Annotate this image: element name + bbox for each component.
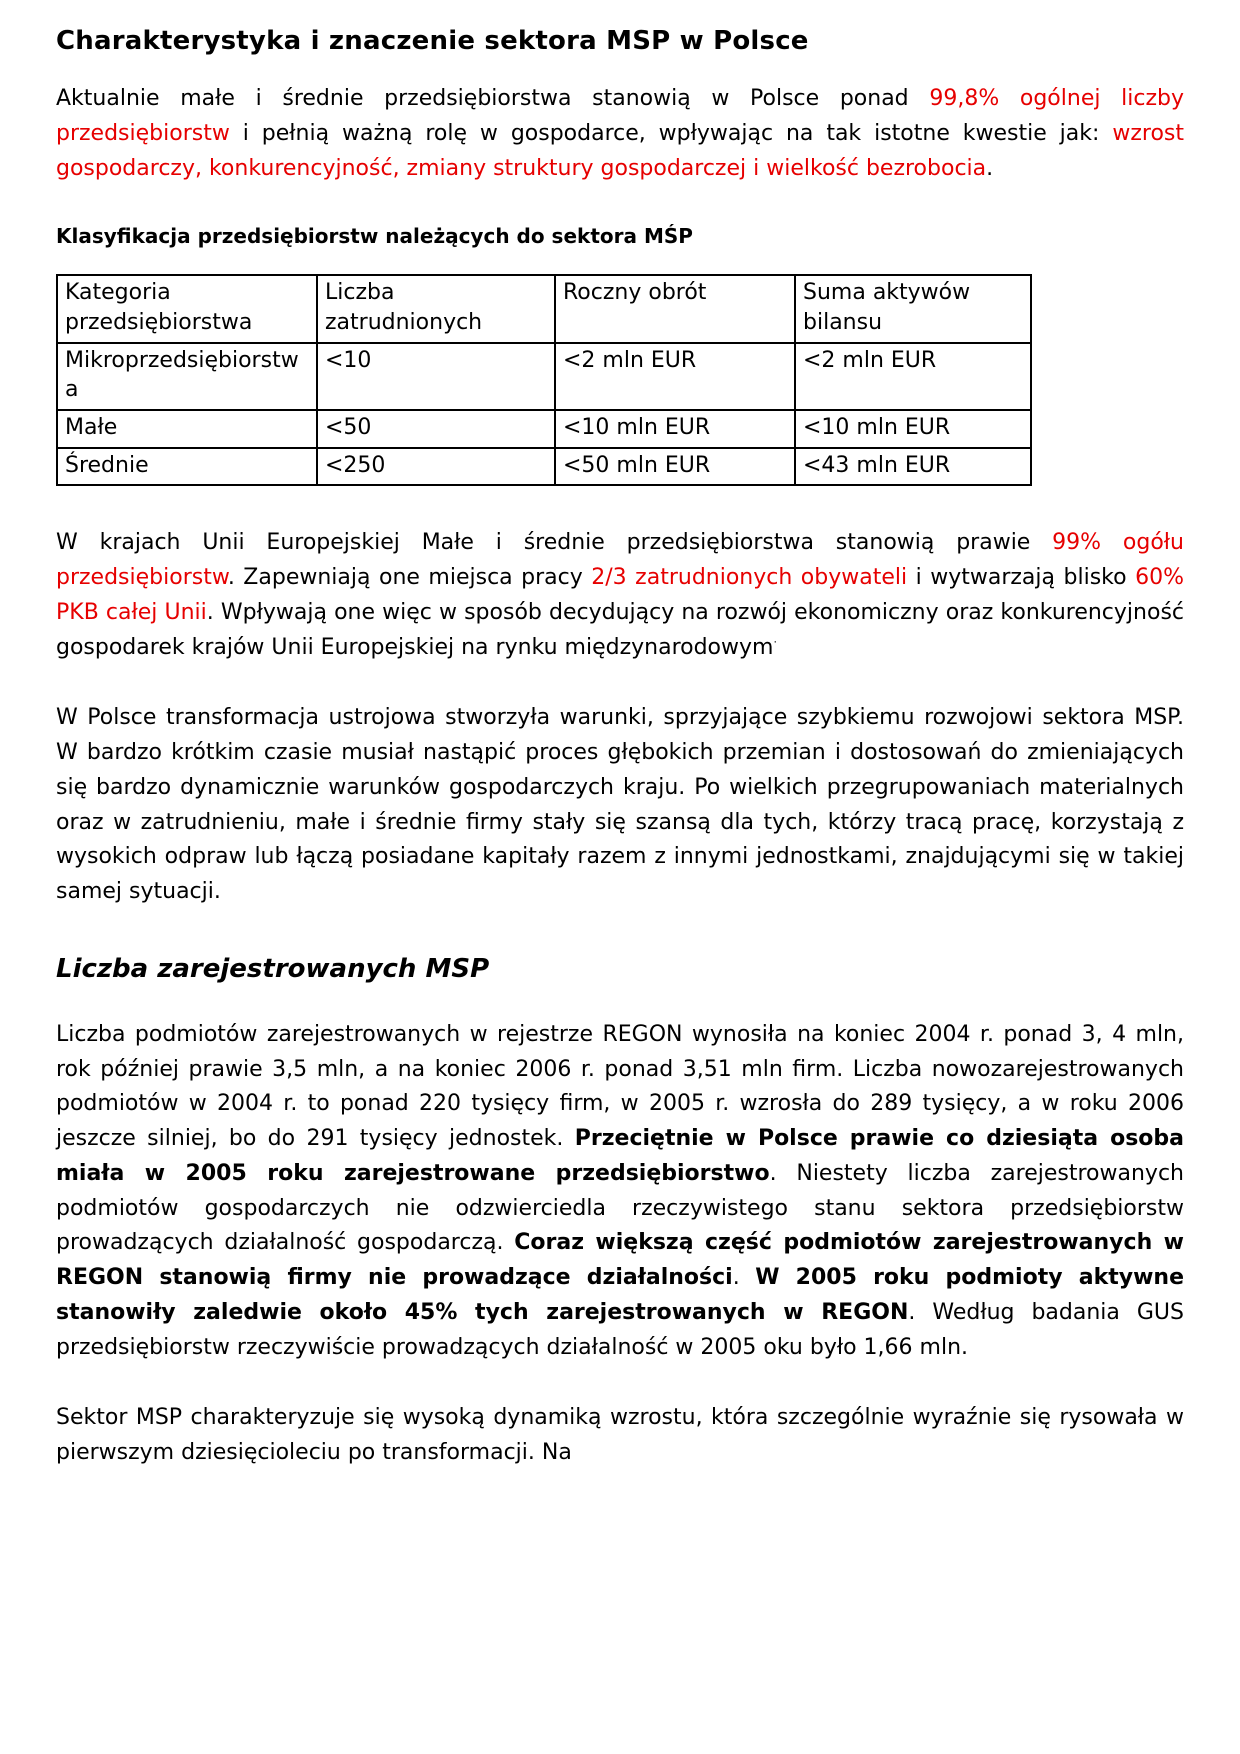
text-segment: . Zapewniają one miejsca pracy <box>227 565 592 591</box>
text-segment: . Według badania GUS przedsiębiorstw rzeczywiście prowadzących działalność w 2005 oku było 1,66 mln. <box>56 1299 1184 1360</box>
text-segment: Liczba podmiotów zarejestrowanych w rejestrze REGON wynosiła na koniec 2004 r. ponad 3, 4 mln, rok później prawie 3,5 mln, a na koniec 2006 r. ponad 3,51 mln firm. Liczba nowozarejestrowanych podmiotów w 2004 r. to ponad 220 tysięcy firm, w 2005 r. wzrosła do 289 tysięcy, a w roku 2006 jeszcze silniej, bo do 291 tysięcy jednostek. <box>56 1021 1184 1152</box>
text-segment: i pełnią ważną rolę w gospodarce, wpływając na tak istotne kwestie jak: <box>229 120 1113 146</box>
table-header-cell: Roczny obrót <box>555 275 795 342</box>
text-segment: 60% PKB całej Unii <box>56 565 1184 625</box>
classification-table <box>56 274 1032 486</box>
table-cell: <50 mln EUR <box>555 448 795 486</box>
table-header-cell: Kategoria przedsiębiorstwa <box>57 275 317 342</box>
transformation-paragraph: W Polsce transformacja ustrojowa stworzyła warunki, sprzyjające szybkiemu rozwojowi sektora MSP. W bardzo krótkim czasie musiał nastąpić proces głębokich przemian i dostosowań do zmieniających się bardzo dynamicznie warunków gospodarczych kraju. Po wielkich przegrupowaniach materialnych oraz w zatrudnieniu, małe i średnie firmy stały się szansą dla tych, którzy tracą pracę, korzystają z wysokich odpraw lub łączą posiadane kapitały razem z innymi jednostkami, znajdującymi się w takiej samej sytuacji. <box>56 705 1184 905</box>
text-segment: W krajach Unii Europejskiej Małe i średnie przedsiębiorstwa stanowią prawie <box>56 530 1053 556</box>
table-header-cell: Liczba zatrudnionych <box>317 275 555 342</box>
table-header-cell: Suma aktywów bilansu <box>795 275 1031 342</box>
text-segment: Aktualnie małe i średnie przedsiębiorstwa stanowią w Polsce ponad <box>56 86 930 111</box>
table-cell: <2 mln EUR <box>555 343 795 410</box>
table-cell: <250 <box>317 448 555 486</box>
text-segment: 99,8% ogólnej liczby przedsiębiorstw <box>56 86 1184 146</box>
table-cell: <43 mln EUR <box>795 448 1031 486</box>
table-header-row <box>57 275 1031 342</box>
table-row <box>57 343 1031 410</box>
text-segment: . Wpływają one więc w sposób decydujący na rozwój ekonomiczny oraz konkurencyjność gospodarek krajów Unii Europejskiej na rynku międzynarodowym <box>56 599 1184 660</box>
eu-sme-paragraph <box>56 526 1184 665</box>
table-cell: Małe <box>57 410 317 448</box>
text-segment: wzrost gospodarczy, konkurencyjność, zmiany struktury gospodarczej i wielkość bezrobocia <box>56 120 1184 181</box>
page-title: Charakterystyka i znaczenie sektora MSP w Polsce <box>56 26 809 56</box>
registered-msp-heading: Liczba zarejestrowanych MSP <box>56 953 490 984</box>
text-segment: Coraz większą część podmiotów zarejestrowanych w REGON stanowią firmy nie prowadzące działalności <box>56 1230 1184 1291</box>
registered-msp-paragraph <box>56 1018 1184 1366</box>
text-segment: . <box>986 155 994 181</box>
text-segment: i wytwarzają blisko <box>907 565 1136 591</box>
text-segment: . <box>732 1265 756 1291</box>
classification-heading: Klasyfikacja przedsiębiorstw należących do sektora MŚP <box>56 224 693 249</box>
table-cell: <10 mln EUR <box>555 410 795 448</box>
intro-paragraph <box>56 82 1184 186</box>
text-segment: · <box>773 635 777 649</box>
text-segment: W 2005 roku podmioty aktywne stanowiły zaledwie około 45% tych zarejestrowanych w REGON <box>56 1265 1184 1325</box>
table-cell: <2 mln EUR <box>795 343 1031 410</box>
table-cell: Mikroprzedsiębiorstwa <box>57 343 317 410</box>
text-segment: 2/3 zatrudnionych obywateli <box>591 565 908 591</box>
text-segment: 99% ogółu przedsiębiorstw <box>56 530 1184 591</box>
table-cell: <10 mln EUR <box>795 410 1031 448</box>
table-row <box>57 410 1031 448</box>
text-segment: . Niestety liczba zarejestrowanych podmiotów gospodarczych nie odzwierciedla rzeczywistego stanu sektora przedsiębiorstw prowadzących działalność gospodarczą. <box>56 1160 1184 1256</box>
text-segment: Przeciętnie w Polsce prawie co dziesiąta osoba miała w 2005 roku zarejestrowane przedsiębiorstwo <box>56 1126 1184 1186</box>
table-cell: Średnie <box>57 448 317 486</box>
table-cell: <50 <box>317 410 555 448</box>
table-cell: <10 <box>317 343 555 410</box>
table-row <box>57 448 1031 486</box>
growth-paragraph: Sektor MSP charakteryzuje się wysoką dynamiką wzrostu, która szczególnie wyraźnie się rysowała w pierwszym dziesięcioleciu po transformacji. Na <box>56 1405 1184 1466</box>
